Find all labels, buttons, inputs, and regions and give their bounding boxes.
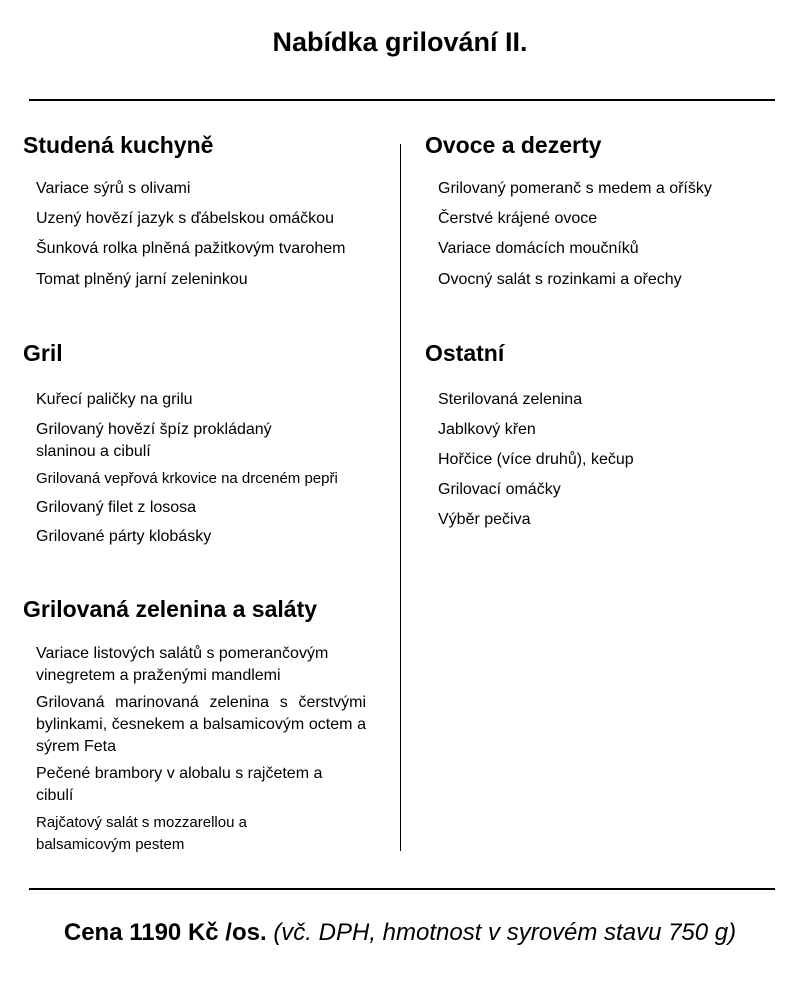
- section-heading: Studená kuchyně: [23, 132, 214, 158]
- menu-item: Grilovací omáčky: [438, 481, 561, 498]
- menu-item: Grilovaný hovězí špíz prokládaný slaninou a cibulí: [36, 421, 272, 460]
- menu-item: Variace domácích moučníků: [438, 240, 639, 257]
- section-heading: Grilovaná zelenina a saláty: [23, 596, 318, 622]
- section-heading: Gril: [23, 340, 63, 366]
- menu-item: Rajčatový salát s mozzarellou a balsamicovým pestem: [36, 814, 247, 853]
- menu-item: Kuřecí paličky na grilu: [36, 391, 193, 408]
- menu-item: Grilovaný pomeranč s medem a oříšky: [438, 180, 712, 197]
- section-studena-kuchyne: [23, 131, 383, 291]
- menu-item: Grilovaná vepřová krkovice na drceném pepři: [36, 470, 338, 487]
- menu-item: Variace listových salátů s pomerančovým vinegretem a praženými mandlemi: [36, 645, 329, 684]
- menu-item: Uzený hovězí jazyk s ďábelskou omáčkou: [36, 210, 334, 227]
- menu-item: Čerstvé krájené ovoce: [438, 210, 598, 227]
- section-ovoce-a-dezerty: [425, 131, 785, 291]
- menu-item: Grilovaný filet z lososa: [36, 499, 197, 516]
- menu-item: Variace sýrů s olivami: [36, 180, 191, 197]
- menu-item: Pečené brambory v alobalu s rajčetem a cibulí: [36, 765, 323, 804]
- menu-item: Tomat plněný jarní zeleninkou: [36, 271, 248, 288]
- section-ostatni: [425, 339, 785, 531]
- top-divider: [29, 99, 775, 101]
- price-line: [0, 919, 800, 947]
- menu-item: Grilované párty klobásky: [36, 528, 212, 545]
- column-divider: [400, 144, 401, 851]
- menu-item: Šunková rolka plněná pažitkovým tvarohem: [36, 240, 346, 257]
- price-note: (vč. DPH, hmotnost v syrovém stavu 750 g): [273, 919, 737, 946]
- menu-item: Sterilovaná zelenina: [438, 391, 583, 408]
- menu-item: Jablkový křen: [438, 421, 536, 438]
- menu-item: Výběr pečiva: [438, 511, 531, 528]
- section-grilovana-zelenina: [23, 595, 383, 856]
- menu-item: Grilovaná marinovaná zelenina s čerstvými bylinkami, česnekem a balsamicovým octem a sýrem Feta: [36, 694, 366, 755]
- bottom-divider: [29, 888, 775, 890]
- price-main: Cena 1190 Kč /os.: [63, 919, 267, 946]
- menu-item: Hořčice (více druhů), kečup: [438, 451, 634, 468]
- section-gril: [23, 339, 383, 548]
- menu-title: Nabídka grilování II.: [272, 27, 528, 57]
- section-heading: Ovoce a dezerty: [425, 132, 602, 158]
- menu-item: Ovocný salát s rozinkami a ořechy: [438, 271, 682, 288]
- section-heading: Ostatní: [425, 340, 505, 366]
